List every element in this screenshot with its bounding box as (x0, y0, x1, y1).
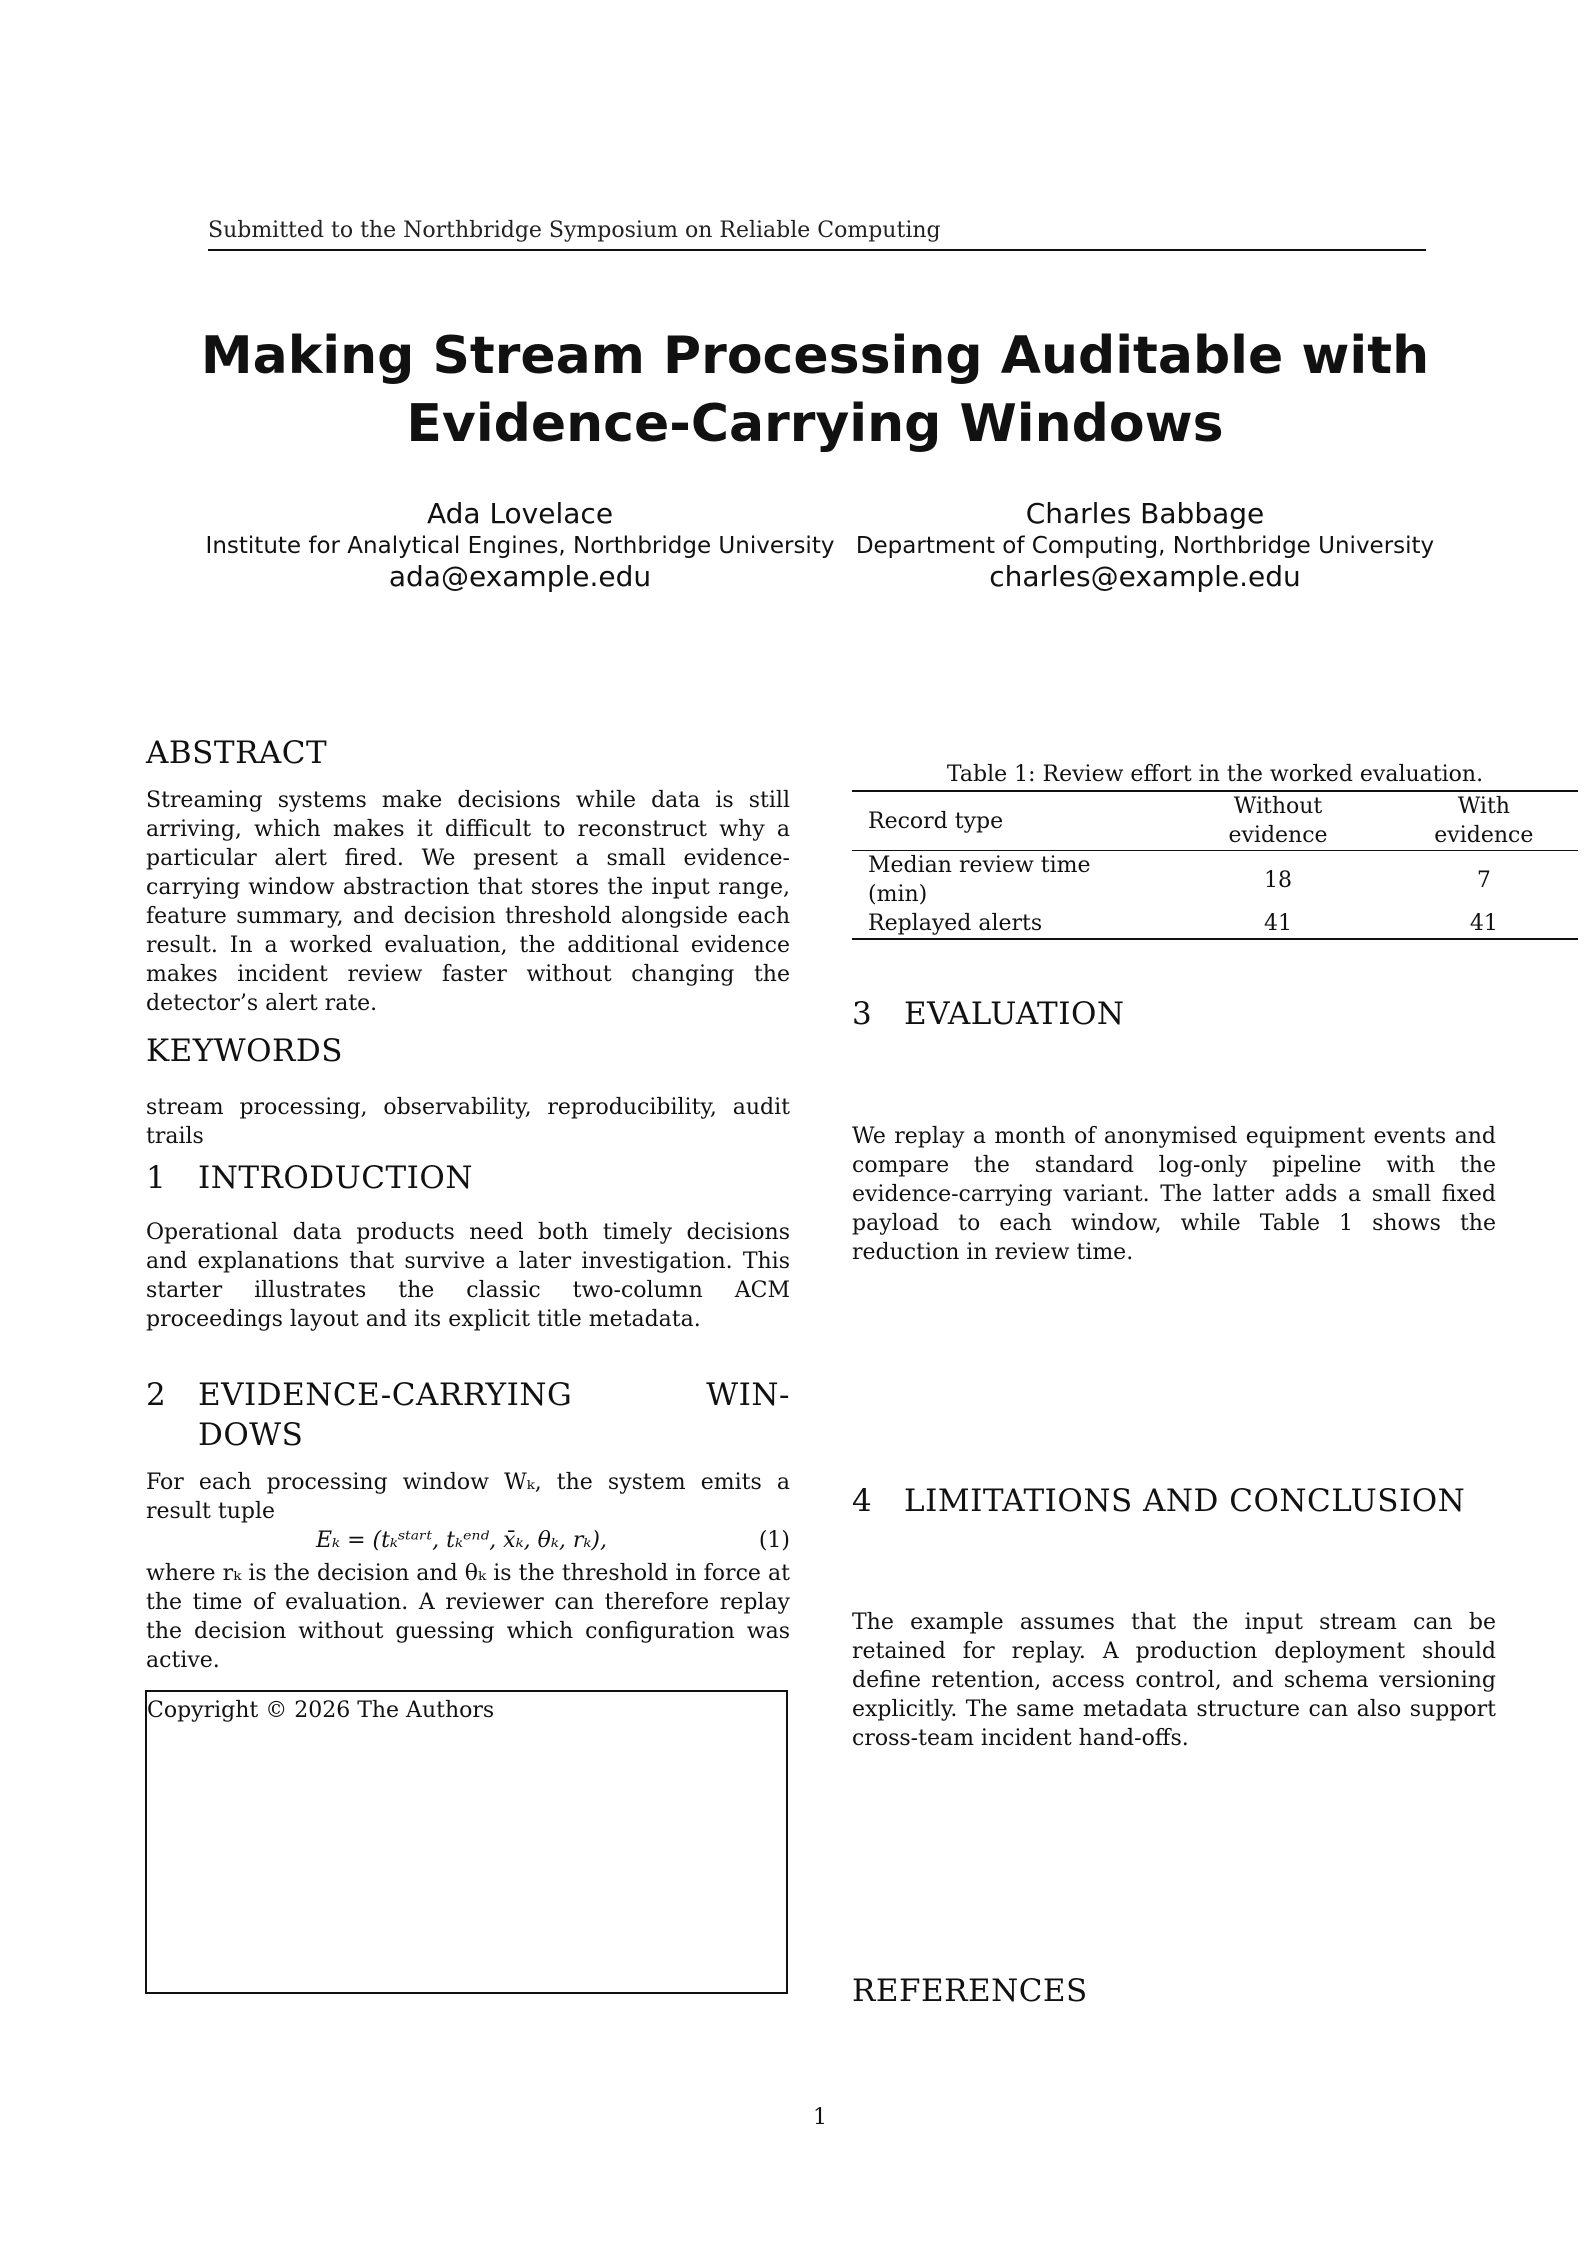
section-heading-introduction (146, 1160, 473, 1196)
section-title-part: DOWS (198, 1417, 304, 1453)
copyright-text: Copyright © 2026 The Authors (147, 1698, 495, 1723)
author-block-2 (835, 497, 1455, 593)
section-number: 4 (852, 1483, 873, 1519)
table-cell: 41 (1469, 911, 1498, 936)
table-cell: Replayed alerts (868, 911, 1043, 936)
section-heading-limitations (852, 1483, 1465, 1519)
section-title-part: EVIDENCE-CARRYING (198, 1377, 573, 1413)
author-email: charles@example.edu (989, 560, 1301, 593)
evaluation-text: We replay a month of anonymised equipment events and compare the standard log-only pipeline with the evidence-carrying variant. The latter adds a small fixed payload to each window, while Table 1 shows the reduction in review time. (852, 1124, 1496, 1265)
table-cell: 41 (1264, 911, 1293, 936)
windows-text-intro: For each processing window Wₖ, the system emits a result tuple (146, 1470, 790, 1524)
abstract-text: Streaming systems make decisions while data is still arriving, which makes it difficult to reconstruct why a particular alert fired. We present a small evidence-carrying window abstraction that stores the input range, feature summary, and decision threshold alongside each result. In a worked evaluation, the additional evidence makes incident review faster without changing the detector’s alert rate. (146, 788, 790, 1016)
author-name: Ada Lovelace (426, 497, 614, 530)
copyright-box (145, 1690, 788, 1994)
table-cell: Median review time (min) (868, 853, 1091, 907)
section-title: LIMITATIONS AND CONCLUSION (904, 1483, 1466, 1519)
section-title: EVALUATION (904, 996, 1125, 1032)
abstract-heading: ABSTRACT (146, 735, 328, 771)
table-row (852, 909, 1578, 939)
paper-title (180, 322, 1450, 458)
table-1 (852, 762, 1578, 940)
title-line-2: Evidence-Carrying Windows (406, 394, 1224, 454)
table-row (852, 851, 1578, 910)
table-cell: 18 (1264, 867, 1293, 893)
author-affiliation: Department of Computing, Northbridge University (855, 533, 1435, 559)
table-header-row (852, 791, 1578, 851)
author-name: Charles Babbage (1025, 497, 1265, 530)
references-heading: REFERENCES (852, 1973, 1088, 2009)
author-block-1 (170, 497, 870, 593)
section-heading-evidence-carrying-windows (146, 1375, 790, 1455)
section-number: 2 (146, 1377, 167, 1413)
section-number: 3 (852, 996, 873, 1032)
section-number: 1 (146, 1160, 167, 1196)
table-header-cell: Record type (868, 808, 1004, 834)
limitations-text: The example assumes that the input stream can be retained for replay. A production deployment should define retention, access control, and schema versioning explicitly. The same metadata structure can also support cross-team incident hand-offs. (852, 1610, 1496, 1751)
section-title-part: WIN- (706, 1377, 790, 1413)
section-title: INTRODUCTION (198, 1160, 473, 1196)
equation-body: Eₖ = (tₖˢᵗᵃʳᵗ, tₖᵉⁿᵈ, x̄ₖ, θₖ, rₖ), (316, 1528, 607, 1553)
equation-number: (1) (758, 1528, 790, 1553)
table-header-cell: With evidence (1434, 794, 1534, 848)
table-header-cell: Without evidence (1228, 794, 1328, 848)
table-cell: 7 (1476, 867, 1491, 893)
page-number: 1 (813, 2105, 827, 2130)
keywords-text: stream processing, observability, reproducibility, audit trails (146, 1095, 790, 1149)
author-email: ada@example.edu (388, 560, 652, 593)
table-caption: Table 1: Review effort in the worked evaluation. (946, 762, 1484, 787)
keywords-heading: KEYWORDS (146, 1033, 343, 1069)
introduction-text: Operational data products need both timely decisions and explanations that survive a later investigation. This starter illustrates the classic two-column ACM proceedings layout and its explicit title metadata. (146, 1220, 790, 1332)
windows-text-explanation: where rₖ is the decision and θₖ is the threshold in force at the time of evaluation. A reviewer can therefore replay the decision without guessing which configuration was active. (146, 1561, 790, 1673)
title-line-1: Making Stream Processing Auditable with (200, 326, 1430, 386)
section-heading-evaluation (852, 996, 1125, 1032)
review-effort-table (852, 790, 1578, 940)
running-header: Submitted to the Northbridge Symposium on Reliable Computing (208, 218, 1426, 251)
author-affiliation: Institute for Analytical Engines, Northbridge University (205, 533, 835, 559)
